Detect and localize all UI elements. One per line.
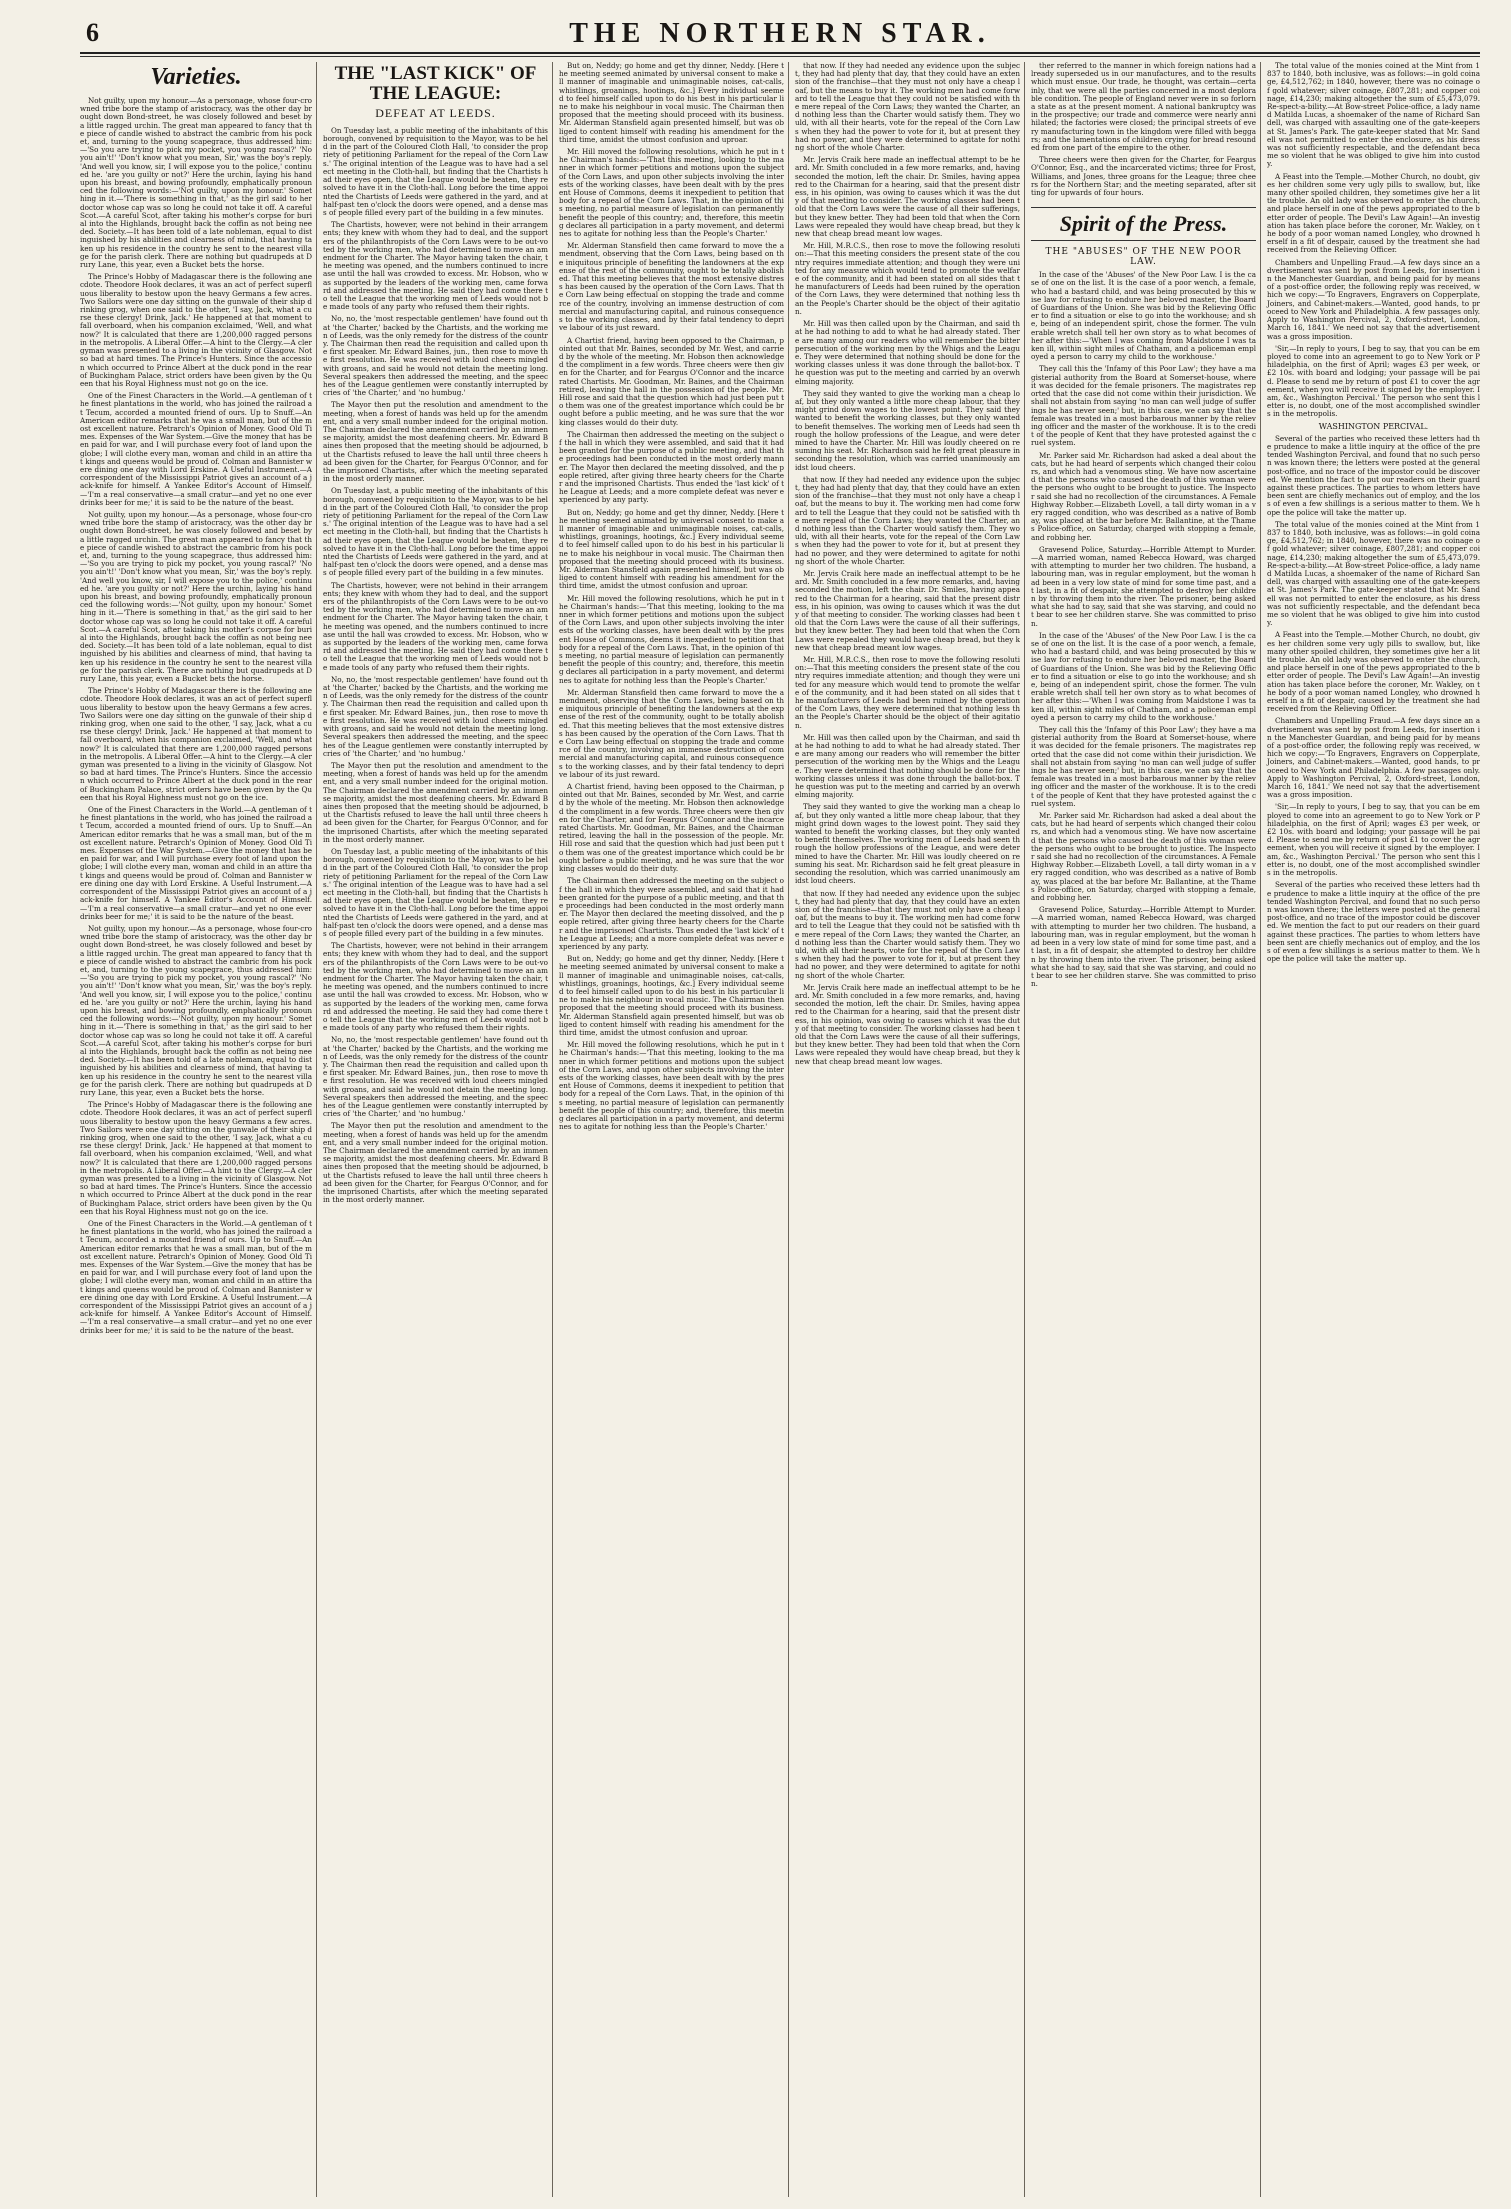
paragraph: One of the Finest Characters in the World.—A gentleman of the finest plantations in the world, who has joined the railroad at Tecum, accorded a mounted friend of ours. Up to Snuff.—An American editor remarks that he was a small man, but of the most excellent nature. Petrarch's Opinion of Money. Good Old Times. Expenses of the War System.—Give the money that has been paid for war, and I will purchase every foot of land upon the globe; I will clothe every man, woman and child in an attire that kings and queens would be proud of. Colman and Bannister were dining one day with Lord Erskine. A Useful Instrument.—A correspondent of the Mississippi Patriot gives an account of a jack-knife for himself. A Yankee Editor's Account of Himself.—'I'm a real conservative—a small cratur—and yet no one ever drinks beer for me;' it is said to be the nature of the beast. [80, 805, 312, 921]
paragraph: The Chairman then addressed the meeting on the subject of the hall in which they were assembled, and said that it had been granted for the purpose of a public meeting, and that the proceedings had been conducted in the most orderly manner. The Mayor then declared the meeting dissolved, and the people retired, after giving three hearty cheers for the Charter and the imprisoned Chartists. Thus ended the 'last kick' of the League at Leeds; and a more complete defeat was never experienced by any party. [559, 876, 784, 951]
paragraph: Chambers and Unpelling Fraud.—A few days since an advertisement was sent by post from Leeds, for insertion in the Manchester Guardian, and being paid for by means of a post-office order, the following reply was received, which we copy:—'To Engravers, Engravers on Copperplate, Joiners, and Cabinet-makers.—Wanted, good hands, to proceed to New York and Philadelphia. A few passages only. Apply to Washington Percival, 2, Oxford-street, London, March 16, 1841.' We need not say that the advertisement was a gross imposition. [1267, 716, 1480, 800]
column-1 [80, 62, 312, 2197]
article-subhead: DEFEAT AT LEEDS. [375, 105, 496, 120]
paragraph: The Chartists, however, were not behind in their arrangements; they knew with whom they had to deal, and the supporters of the philanthropists of the Corn Laws were to be out-voted by the working men, who had determined to move an amendment for the Charter. The Mayor having taken the chair, the meeting was opened, and the numbers continued to increase until the hall was crowded to excess. Mr. Hobson, who was supported by the leaders of the working men, came forward and addressed the meeting. He said they had come there to tell the League that the working men of Leeds would not be made tools of any party who refused them their rights. [323, 220, 548, 312]
paragraph: A Feast into the Temple.—Mother Church, no doubt, gives her children some very ugly pills to swallow, but, like many other spoiled children, they sometimes give her a little trouble. An old lady was observed to enter the church, and place herself in one of the pews appropriated to the better order of people. The Devil's Law Again!—An investigation has taken place before the coroner, Mr. Wakley, on the body of a poor woman named Longley, who drowned herself in a fit of despair, caused by the treatment she had received from the Relieving Officer. [1267, 171, 1480, 255]
paragraph: Several of the parties who received these letters had the prudence to make a little inquiry at the office of the pretended Washington Percival, and found that no such person was known there; the letters were posted at the general post-office, and no trace of the impostor could be discovered. We mention the fact to put our readers on their guard against these practices. The parties to whom letters have been sent are chiefly mechanics out of employ, and the loss of even a few shillings is a serious matter to them. We hope the police will take the matter up. [1267, 433, 1480, 517]
paragraph: ther referred to the manner in which foreign nations had already superseded us in our manufactures, and to the results which must ensue. Our trade, he thought, was certain—certainly, that we were all the parties concerned in a most deplorable condition. The people of England never were in so forlorn a state as at the present moment. A national bankruptcy was in the prospective; our trade and commerce were nearly annihilated; the factories were closed; the principal streets of every manufacturing town in the kingdom were filled with beggars; and the lamentations of children crying for bread resounded from one part of the empire to the other. [1031, 62, 1256, 153]
masthead-rule-thin [80, 56, 1480, 57]
columns [80, 62, 1480, 2197]
paragraph: The Chartists, however, were not behind in their arrangements; they knew with whom they had to deal, and the supporters of the philanthropists of the Corn Laws were to be out-voted by the working men, who had determined to move an amendment for the Charter. The Mayor having taken the chair, the meeting was opened, and the numbers continued to increase until the hall was crowded to excess. Mr. Hobson, who was supported by the leaders of the working men, came forward and addressed the meeting. He said they had come there to tell the League that the working men of Leeds would not be made tools of any party who refused them their rights. [323, 580, 548, 672]
paragraph: One of the Finest Characters in the World.—A gentleman of the finest plantations in the world, who has joined the railroad at Tecum, accorded a mounted friend of ours. Up to Snuff.—An American editor remarks that he was a small man, but of the most excellent nature. Petrarch's Opinion of Money. Good Old Times. Expenses of the War System.—Give the money that has been paid for war, and I will purchase every foot of land upon the globe; I will clothe every man, woman and child in an attire that kings and queens would be proud of. Colman and Bannister were dining one day with Lord Erskine. A Useful Instrument.—A correspondent of the Mississippi Patriot gives an account of a jack-knife for himself. A Yankee Editor's Account of Himself.—'I'm a real conservative—a small cratur—and yet no one ever drinks beer for me;' it is said to be the nature of the beast. [80, 1219, 312, 1335]
column-3 [552, 62, 784, 2197]
paragraph: Gravesend Police, Saturday.—Horrible Attempt to Murder.—A married woman, named Rebecca Howard, was charged with attempting to murder her two children. The husband, a labouring man, was in regular employment, but the woman had been in a very low state of mind for some time past, and at last, in a fit of despair, she attempted to destroy her children by throwing them into the river. The prisoner, being asked what she had to say, said that she was starving, and could not bear to see her children starve. She was committed to prison. [1031, 905, 1256, 989]
paragraph: In the case of the 'Abuses' of the New Poor Law. I is the case of one on the list. It is the case of a poor wench, a female, who had a bastard child, and was being prosecuted by this wise law for refusing to endure her beloved master, the Board of Guardians of the Union. She was bid by the Relieving Officer to find a situation or else to go into the workhouse; and she, being of an independent spirit, chose the former. The vulnerable wretch shall tell her own story as to what becomes of her after this:—'When I was coming from Maidstone I was taken ill, within sight miles of Chatham, and a policeman employed a person to carry my child to the workhouse.' [1031, 270, 1256, 362]
signature-washington-percival: WASHINGTON PERCIVAL. [1318, 421, 1429, 431]
column-2 [316, 62, 548, 2197]
paragraph: Mr. Jervis Craik here made an ineffectual attempt to be heard. Mr. Smith concluded in a few more remarks, and, having seconded the motion, left the chair. Dr. Smiles, having appeared to the Chairman for a hearing, said that the present distress, in his opinion, was owing to causes which it was the duty of that meeting to consider. The working classes had been told that the Corn Laws were the cause of all their sufferings, but they knew better. They had been told that when the Corn Laws were repealed they would have cheap bread, but they knew that cheap bread meant low wages. [795, 982, 1020, 1066]
paragraph: But on, Neddy; go home and get thy dinner, Neddy. [Here the meeting seemed animated by universal consent to make all manner of imaginable and unimaginable noises, cat-calls, whistlings, groanings, hootings, &c.] Every individual seemed to feel himself called upon to do his best in his particular line to make his neighbour in vocal music. The Chairman then proposed that the meeting should proceed with its business. Mr. Alderman Stansfield again presented himself, but was obliged to content himself with reading his amendment for the third time, amidst the utmost confusion and uproar. [559, 507, 784, 591]
paragraph: Mr. Jervis Craik here made an ineffectual attempt to be heard. Mr. Smith concluded in a few more remarks, and, having seconded the motion, left the chair. Dr. Smiles, having appeared to the Chairman for a hearing, said that the present distress, in his opinion, was owing to causes which it was the duty of that meeting to consider. The working classes had been told that the Corn Laws were the cause of all their sufferings, but they knew better. They had been told that when the Corn Laws were repealed they would have cheap bread, but they knew that cheap bread meant low wages. [795, 568, 1020, 652]
paragraph: Not guilty, upon my honour.—As a personage, whose four-crowned tribe bore the stamp of aristocracy, was the other day brought down Bond-street, he was closely followed and beset by a little ragged urchin. The great man appeared to fancy that the piece of candle wished to abstract the cambric from his pocket, and, turning to the young scapegrace, thus addressed him:—'So you are trying to pick my pocket, you young rascal?' 'No you ain't!' 'Don't know what you mean, Sir,' was the boy's reply. 'And well you know, sir, I will expose you to the police,' continued he. 'are you guilty or not?' Here the urchin, laying his hand upon his breast, and bowing profoundly, emphatically pronounced the following words:—'Not guilty, upon my honour.' Something in it.—'There is something in that,' as the girl said to her doctor whose cap was so long he could not take it off. A careful Scot.—A careful Scot, after taking his mother's corpse for burial into the Highlands, brought back the coffin as not being needed. Society.—It has been told of a late nobleman, equal to distinguished by his abilities and clearness of mind, that having taken up his residence in the country he sent to the nearest village for the parish clerk. There are nothing but quadrupeds at Drury Lane, this year, even a Bucket bets the horse. [80, 96, 312, 270]
paragraph: The total value of the monies coined at the Mint from 1837 to 1840, both inclusive, was as follows:—in gold coinage, £4,512,762; in 1840, however, there was no coinage of gold whatever; silver coinage, £807,281; and copper coinage, £14,230; making altogether the sum of £5,473,079. Re-spect-a-bility.—At Bow-street Police-office, a lady named Matilda Lucas, a shoemaker of the name of Richard Sandell, was charged with assaulting one of the gate-keepers at St. James's Park. The gate-keeper stated that Mr. Sandell was not permitted to enter the enclosure, as his dress was not sufficiently respectable, and the defendant became so violent that he was obliged to give him into custody. [1267, 62, 1480, 169]
paragraph: The Mayor then put the resolution and amendment to the meeting, when a forest of hands was held up for the amendment, and a very small number indeed for the original motion. The Chairman declared the amendment carried by an immense majority, amidst the most deafening cheers. Mr. Edward Baines then proposed that the meeting should be adjourned, but the Chartists refused to leave the hall until three cheers had been given for the Charter, for Feargus O'Connor, and for the imprisoned Chartists, after which the meeting separated in the most orderly manner. [323, 400, 548, 484]
paragraph: 'Sir,—In reply to yours, I beg to say, that you can be employed to come into an agreement to go to New York or Philadelphia, on the first of April; wages £3 per week, or £2 10s. with board and lodging; your passage will be paid. Please to send me by return of post £1 to cover the agreement, when you will receive it signed by the employer. I am, &c., Washington Percival.' The person who sent this letter is, no doubt, one of the most accomplished swindlers in the metropolis. [1267, 343, 1480, 419]
paragraph: The Prince's Hobby of Madagascar there is the following anecdote. Theodore Hook declares, it was an act of perfect superfluous liberality to bestow upon the heavy Germans a few acres. Two Sailors were one day sitting on the gunwale of their ship drinking grog, when one said to the other, 'I say, Jack, what a curse these clergy! Drink, Jack.' He happened at that moment to fall overboard, when his companion exclaimed, 'Well, and what now?' It is calculated that there are 1,200,000 ragged persons in the metropolis. A Liberal Offer.—A hint to the Clergy.—A clergyman was presented to a living in the vicinity of Glasgow. Not so bad at hard times. The Prince's Hunters. Since the accession which occurred to Prince Albert at the duck pond in the rear of Buckingham Palace, strict orders have been given by the Queen that his Royal Highness must not go on the ice. [80, 1100, 312, 1216]
column-5 [1024, 62, 1256, 2197]
paragraph: Not guilty, upon my honour.—As a personage, whose four-crowned tribe bore the stamp of aristocracy, was the other day brought down Bond-street, he was closely followed and beset by a little ragged urchin. The great man appeared to fancy that the piece of candle wished to abstract the cambric from his pocket, and, turning to the young scapegrace, thus addressed him:—'So you are trying to pick my pocket, you young rascal?' 'No you ain't!' 'Don't know what you mean, Sir,' was the boy's reply. 'And well you know, sir, I will expose you to the police,' continued he. 'are you guilty or not?' Here the urchin, laying his hand upon his breast, and bowing profoundly, emphatically pronounced the following words:—'Not guilty, upon my honour.' Something in it.—'There is something in that,' as the girl said to her doctor whose cap was so long he could not take it off. A careful Scot.—A careful Scot, after taking his mother's corpse for burial into the Highlands, brought back the coffin as not being needed. Society.—It has been told of a late nobleman, equal to distinguished by his abilities and clearness of mind, that having taken up his residence in the country he sent to the nearest village for the parish clerk. There are nothing but quadrupeds at Drury Lane, this year, even a Bucket bets the horse. [80, 923, 312, 1097]
spirit-subhead: THE "ABUSES" OF THE NEW POOR LAW. [1045, 247, 1242, 268]
paragraph: No, no, the 'most respectable gentlemen' have found out that 'the Charter,' backed by the Chartists, and the working men of Leeds, was the only remedy for the distress of the country. The Chairman then read the requisition and called upon the first speaker. Mr. Edward Baines, jun., then rose to move the first resolution. He was received with loud cheers mingled with groans, and said he would not detain the meeting long. Several speakers then addressed the meeting, and the speeches of the League gentlemen were constantly interrupted by cries of 'the Charter,' and 'no humbug.' [323, 674, 548, 758]
paragraph: The Chartists, however, were not behind in their arrangements; they knew with whom they had to deal, and the supporters of the philanthropists of the Corn Laws were to be out-voted by the working men, who had determined to move an amendment for the Charter. The Mayor having taken the chair, the meeting was opened, and the numbers continued to increase until the hall was crowded to excess. Mr. Hobson, who was supported by the leaders of the working men, came forward and addressed the meeting. He said they had come there to tell the League that the working men of Leeds would not be made tools of any party who refused them their rights. [323, 941, 548, 1033]
paragraph: Mr. Alderman Stansfield then came forward to move the amendment, observing that the Corn Laws, being based on the iniquitous principle of benefiting the landowners at the expense of the rest of the community, ought to be totally abolished. That this meeting believes that the most extensive distress has been caused by the operation of the Corn Laws. That the Corn Law being effectual on stopping the trade and commerce of the country, involving an immense destruction of commercial and manufacturing capital, and ruinous consequences to the working classes, and by their fatal tendency to deprive labour of its just reward. [559, 241, 784, 333]
paragraph: Mr. Parker said Mr. Richardson had asked a deal about the cats, but he had heard of serpents which changed their colours, and which had a venomous sting. We have now ascertained that the persons who caused the death of this woman were the persons who ought to be brought to justice. The Inspector said she had no recollection of the circumstances. A Female Highway Robber.—Elizabeth Lovell, a tall dirty woman in a very ragged condition, who was described as a native of Bombay, was placed at the bar before Mr. Ballantine, at the Thames Police-office, on Saturday, charged with stopping a female, and robbing her. [1031, 811, 1256, 903]
paragraph: No, no, the 'most respectable gentlemen' have found out that 'the Charter,' backed by the Chartists, and the working men of Leeds, was the only remedy for the distress of the country. The Chairman then read the requisition and called upon the first speaker. Mr. Edward Baines, jun., then rose to move the first resolution. He was received with loud cheers mingled with groans, and said he would not detain the meeting long. Several speakers then addressed the meeting, and the speeches of the League gentlemen were constantly interrupted by cries of 'the Charter,' and 'no humbug.' [323, 314, 548, 398]
paragraph: They call this the 'Infamy of this Poor Law'; they have a magisterial authority from the Board at Somerset-house, where it was decided for the female prisoners. The magistrates reported that the case did not come within their jurisdiction. We shall not abstain from saying 'no man can well judge of sufferings he has never seen;' but, in this case, we can say that the female was treated in a most barbarous manner by the relieving officer and the master of the workhouse. It is to the credit of the people of Kent that they have protested against the cruel system. [1031, 364, 1256, 448]
paragraph: Mr. Hill moved the following resolutions, which he put in the Chairman's hands:—'That this meeting, looking to the manner in which former petitions and motions upon the subject of the Corn Laws, and upon other subjects involving the interests of the working classes, have been dealt with by the present House of Commons, deems it inexpedient to petition that body for a repeal of the Corn Laws. That, in the opinion of this meeting, no partial measure of legislation can permanently benefit the people of this country; and, therefore, this meeting declares all participation in a party movement, and determines to agitate for nothing less than the People's Charter.' [559, 593, 784, 685]
paragraph: Mr. Jervis Craik here made an ineffectual attempt to be heard. Mr. Smith concluded in a few more remarks, and, having seconded the motion, left the chair. Dr. Smiles, having appeared to the Chairman for a hearing, said that the present distress, in his opinion, was owing to causes which it was the duty of that meeting to consider. The working classes had been told that the Corn Laws were the cause of all their sufferings, but they knew better. They had been told that when the Corn Laws were repealed they would have cheap bread, but they knew that cheap bread meant low wages. [795, 155, 1020, 239]
paragraph: Several of the parties who received these letters had the prudence to make a little inquiry at the office of the pretended Washington Percival, and found that no such person was known there; the letters were posted at the general post-office, and no trace of the impostor could be discovered. We mention the fact to put our readers on their guard against these practices. The parties to whom letters have been sent are chiefly mechanics out of employ, and the loss of even a few shillings is a serious matter to them. We hope the police will take the matter up. [1267, 880, 1480, 964]
paragraph: Mr. Alderman Stansfield then came forward to move the amendment, observing that the Corn Laws, being based on the iniquitous principle of benefiting the landowners at the expense of the rest of the community, ought to be totally abolished. That this meeting believes that the most extensive distress has been caused by the operation of the Corn Laws. That the Corn Law being effectual on stopping the trade and commerce of the country, involving an immense destruction of commercial and manufacturing capital, and ruinous consequences to the working classes, and by their fatal tendency to deprive labour of its just reward. [559, 687, 784, 779]
paragraph: In the case of the 'Abuses' of the New Poor Law. I is the case of one on the list. It is the case of a poor wench, a female, who had a bastard child, and was being prosecuted by this wise law for refusing to endure her beloved master, the Board of Guardians of the Union. She was bid by the Relieving Officer to find a situation or else to go into the workhouse; and she, being of an independent spirit, chose the former. The vulnerable wretch shall tell her own story as to what becomes of her after this:—'When I was coming from Maidstone I was taken ill, within sight miles of Chatham, and a policeman employed a person to carry my child to the workhouse.' [1031, 630, 1256, 722]
paragraph: But on, Neddy; go home and get thy dinner, Neddy. [Here the meeting seemed animated by universal consent to make all manner of imaginable and unimaginable noises, cat-calls, whistlings, groanings, hootings, &c.] Every individual seemed to feel himself called upon to do his best in his particular line to make his neighbour in vocal music. The Chairman then proposed that the meeting should proceed with its business. Mr. Alderman Stansfield again presented himself, but was obliged to content himself with reading his amendment for the third time, amidst the utmost confusion and uproar. [559, 62, 784, 144]
paragraph: Mr. Hill moved the following resolutions, which he put in the Chairman's hands:—'That this meeting, looking to the manner in which former petitions and motions upon the subject of the Corn Laws, and upon other subjects involving the interests of the working classes, have been dealt with by the present House of Commons, deems it inexpedient to petition that body for a repeal of the Corn Laws. That, in the opinion of this meeting, no partial measure of legislation can permanently benefit the people of this country; and, therefore, this meeting declares all participation in a party movement, and determines to agitate for nothing less than the People's Charter.' [559, 1040, 784, 1132]
paragraph: that now. If they had needed any evidence upon the subject, they had had plenty that day, that they could have an extension of the franchise—that they must not only have a cheap loaf, but the means to buy it. The working men had come forward to tell the League that they could not be satisfied with the mere repeal of the Corn Laws; they wanted the Charter, and nothing less than the Charter would satisfy them. They would, with all their hearts, vote for the repeal of the Corn Laws when they had the power to vote for it, but at present they had no power, and they were determined to agitate for nothing short of the whole Charter. [795, 888, 1020, 980]
paragraph: The Chairman then addressed the meeting on the subject of the hall in which they were assembled, and said that it had been granted for the purpose of a public meeting, and that the proceedings had been conducted in the most orderly manner. The Mayor then declared the meeting dissolved, and the people retired, after giving three hearty cheers for the Charter and the imprisoned Chartists. Thus ended the 'last kick' of the League at Leeds; and a more complete defeat was never experienced by any party. [559, 429, 784, 505]
article-headline: THE "LAST KICK" OF THE LEAGUE: [334, 63, 537, 104]
article-continued-text [1031, 62, 1256, 197]
paragraph: One of the Finest Characters in the World.—A gentleman of the finest plantations in the world, who has joined the railroad at Tecum, accorded a mounted friend of ours. Up to Snuff.—An American editor remarks that he was a small man, but of the most excellent nature. Petrarch's Opinion of Money. Good Old Times. Expenses of the War System.—Give the money that has been paid for war, and I will purchase every foot of land upon the globe; I will clothe every man, woman and child in an attire that kings and queens would be proud of. Colman and Bannister were dining one day with Lord Erskine. A Useful Instrument.—A correspondent of the Mississippi Patriot gives an account of a jack-knife for himself. A Yankee Editor's Account of Himself.—'I'm a real conservative—a small cratur—and yet no one ever drinks beer for me;' it is said to be the nature of the beast. [80, 391, 312, 507]
masthead [80, 18, 1480, 48]
paragraph: The Prince's Hobby of Madagascar there is the following anecdote. Theodore Hook declares, it was an act of perfect superfluous liberality to bestow upon the heavy Germans a few acres. Two Sailors were one day sitting on the gunwale of their ship drinking grog, when one said to the other, 'I say, Jack, what a curse these clergy! Drink, Jack.' He happened at that moment to fall overboard, when his companion exclaimed, 'Well, and what now?' It is calculated that there are 1,200,000 ragged persons in the metropolis. A Liberal Offer.—A hint to the Clergy.—A clergyman was presented to a living in the vicinity of Glasgow. Not so bad at hard times. The Prince's Hunters. Since the accession which occurred to Prince Albert at the duck pond in the rear of Buckingham Palace, strict orders have been given by the Queen that his Royal Highness must not go on the ice. [80, 272, 312, 388]
paragraph: Mr. Hill was then called upon by the Chairman, and said that he had nothing to add to what he had already stated. There are many among our readers who will remember the bitter persecution of the working men by the Whigs and the League. They were determined that nothing should be done for the working classes unless it was done through the ballot-box. The question was put to the meeting and carried by an overwhelming majority. [795, 319, 1020, 386]
varieties-heading: Varieties. [150, 64, 242, 90]
article-continued-text [795, 62, 1020, 1066]
paragraph: Mr. Hill was then called upon by the Chairman, and said that he had nothing to add to what he had already stated. There are many among our readers who will remember the bitter persecution of the working men by the Whigs and the League. They were determined that nothing should be done for the working classes unless it was done through the ballot-box. The question was put to the meeting and carried by an overwhelming majority. [795, 732, 1020, 800]
newspaper-title: THE NORTHERN STAR. [569, 18, 991, 49]
paragraph: that now. If they had needed any evidence upon the subject, they had had plenty that day, that they could have an extension of the franchise—that they must not only have a cheap loaf, but the means to buy it. The working men had come forward to tell the League that they could not be satisfied with the mere repeal of the Corn Laws; they wanted the Charter, and nothing less than the Charter would satisfy them. They would, with all their hearts, vote for the repeal of the Corn Laws when they had the power to vote for it, but at present they had no power, and they were determined to agitate for nothing short of the whole Charter. [795, 62, 1020, 153]
paragraph: They call this the 'Infamy of this Poor Law'; they have a magisterial authority from the Board at Somerset-house, where it was decided for the female prisoners. The magistrates reported that the case did not come within their jurisdiction. We shall not abstain from saying 'no man can well judge of sufferings he has never seen;' but, in this case, we can say that the female was treated in a most barbarous manner by the relieving officer and the master of the workhouse. It is to the credit of the people of Kent that they have protested against the cruel system. [1031, 725, 1256, 808]
paragraph: A Chartist friend, having been opposed to the Chairman, pointed out that Mr. Baines, seconded by Mr. West, and carried by the whole of the meeting. Mr. Hobson then acknowledged the compliment in a few words. Three cheers were then given for the Charter, and for Feargus O'Connor and the incarcerated Chartists. Mr. Goodman, Mr. Baines, and the Chairman retired, leaving the hall in the possession of the people. Mr. Hill rose and said that the question which had just been put to them was one of the greatest importance which could be brought before a public meeting, and he was sure that the working classes would do their duty. [559, 335, 784, 427]
paragraph: No, no, the 'most respectable gentlemen' have found out that 'the Charter,' backed by the Chartists, and the working men of Leeds, was the only remedy for the distress of the country. The Chairman then read the requisition and called upon the first speaker. Mr. Edward Baines, jun., then rose to move the first resolution. He was received with loud cheers mingled with groans, and said he would not detain the meeting long. Several speakers then addressed the meeting, and the speeches of the League gentlemen were constantly interrupted by cries of 'the Charter,' and 'no humbug.' [323, 1035, 548, 1119]
paragraph: On Tuesday last, a public meeting of the inhabitants of this borough, convened by requisition to the Mayor, was to be held in the part of the Coloured Cloth Hall, 'to consider the propriety of petitioning Parliament for the repeal of the Corn Laws.' The original intention of the League was to have had a select meeting in the Cloth-hall, but finding that the Chartists had their eyes open, that the League would be beaten, they resolved to have it in the Cloth-hall. Long before the time appointed the Chartists of Leeds were gathered in the yard, and at half-past ten o'clock the doors were opened, and a dense mass of people filled every part of the building in a few minutes. [323, 846, 548, 938]
paragraph: Mr. Parker said Mr. Richardson had asked a deal about the cats, but he had heard of serpents which changed their colours, and which had a venomous sting. We have now ascertained that the persons who caused the death of this woman were the persons who ought to be brought to justice. The Inspector said she had no recollection of the circumstances. A Female Highway Robber.—Elizabeth Lovell, a tall dirty woman in a very ragged condition, who was described as a native of Bombay, was placed at the bar before Mr. Ballantine, at the Thames Police-office, on Saturday, charged with stopping a female, and robbing her. [1031, 450, 1256, 542]
page-number: 6 [86, 18, 99, 47]
column-4 [788, 62, 1020, 2197]
paragraph: Three cheers were then given for the Charter, for Feargus O'Connor, Esq., and the incarcerated victims; three for Frost, Williams, and Jones, three groans for the League; three cheers for the Northern Star; and the meeting separated, after sitting for upwards of four hours. [1031, 155, 1256, 198]
paragraph: The total value of the monies coined at the Mint from 1837 to 1840, both inclusive, was as follows:—in gold coinage, £4,512,762; in 1840, however, there was no coinage of gold whatever; silver coinage, £807,281; and copper coinage, £14,230; making altogether the sum of £5,473,079. Re-spect-a-bility.—At Bow-street Police-office, a lady named Matilda Lucas, a shoemaker of the name of Richard Sandell, was charged with assaulting one of the gate-keepers at St. James's Park. The gate-keeper stated that Mr. Sandell was not permitted to enter the enclosure, as his dress was not sufficiently respectable, and the defendant became so violent that he was obliged to give him into custody. [1267, 519, 1480, 628]
paragraph: A Feast into the Temple.—Mother Church, no doubt, gives her children some very ugly pills to swallow, but, like many other spoiled children, they sometimes give her a little trouble. An old lady was observed to enter the church, and place herself in one of the pews appropriated to the better order of people. The Devil's Law Again!—An investigation has taken place before the coroner, Mr. Wakley, on the body of a poor woman named Longley, who drowned herself in a fit of despair, caused by the treatment she had received from the Relieving Officer. [1267, 630, 1480, 714]
paragraph: A Chartist friend, having been opposed to the Chairman, pointed out that Mr. Baines, seconded by Mr. West, and carried by the whole of the meeting. Mr. Hobson then acknowledged the compliment in a few words. Three cheers were then given for the Charter, and for Feargus O'Connor and the incarcerated Chartists. Mr. Goodman, Mr. Baines, and the Chairman retired, leaving the hall in the possession of the people. Mr. Hill rose and said that the question which had just been put to them was one of the greatest importance which could be brought before a public meeting, and he was sure that the working classes would do their duty. [559, 782, 784, 874]
paragraph: Chambers and Unpelling Fraud.—A few days since an advertisement was sent by post from Leeds, for insertion in the Manchester Guardian, and being paid for by means of a post-office order, the following reply was received, which we copy:—'To Engravers, Engravers on Copperplate, Joiners, and Cabinet-makers.—Wanted, good hands, to proceed to New York and Philadelphia. A few passages only. Apply to Washington Percival, 2, Oxford-street, London, March 16, 1841.' We need not say that the advertisement was a gross imposition. [1267, 257, 1480, 341]
paragraph: 'Sir,—In reply to yours, I beg to say, that you can be employed to come into an agreement to go to New York or Philadelphia, on the first of April; wages £3 per week, or £2 10s. with board and lodging; your passage will be paid. Please to send me by return of post £1 to cover the agreement, when you will receive it signed by the employer. I am, &c., Washington Percival.' The person who sent this letter is, no doubt, one of the most accomplished swindlers in the metropolis. [1267, 802, 1480, 878]
article-text [323, 127, 548, 1205]
varieties-text [80, 97, 312, 1335]
paragraph: that now. If they had needed any evidence upon the subject, they had had plenty that day, that they could have an extension of the franchise—that they must not only have a cheap loaf, but the means to buy it. The working men had come forward to tell the League that they could not be satisfied with the mere repeal of the Corn Laws; they wanted the Charter, and nothing less than the Charter would satisfy them. They would, with all their hearts, vote for the repeal of the Corn Laws when they had the power to vote for it, but at present they had no power, and they were determined to agitate for nothing short of the whole Charter. [795, 474, 1020, 566]
paragraph: They said they wanted to give the working man a cheap loaf, but they only wanted a little more cheap labour, that they might grind down wages to the lowest point. They said they wanted to benefit the working classes, but they only wanted to benefit themselves. The working men of Leeds had seen through the hollow professions of the League, and were determined to have the Charter. Mr. Hill was loudly cheered on resuming his seat. Mr. Richardson said he felt great pleasure in seconding the resolution, which was carried unanimously amidst loud cheers. [795, 802, 1020, 886]
paragraph: On Tuesday last, a public meeting of the inhabitants of this borough, convened by requisition to the Mayor, was to be held in the part of the Coloured Cloth Hall, 'to consider the propriety of petitioning Parliament for the repeal of the Corn Laws.' The original intention of the League was to have had a select meeting in the Cloth-hall, but finding that the Chartists had their eyes open, that the League would be beaten, they resolved to have it in the Cloth-hall. Long before the time appointed the Chartists of Leeds were gathered in the yard, and at half-past ten o'clock the doors were opened, and a dense mass of people filled every part of the building in a few minutes. [323, 486, 548, 578]
paragraph: The Prince's Hobby of Madagascar there is the following anecdote. Theodore Hook declares, it was an act of perfect superfluous liberality to bestow upon the heavy Germans a few acres. Two Sailors were one day sitting on the gunwale of their ship drinking grog, when one said to the other, 'I say, Jack, what a curse these clergy! Drink, Jack.' He happened at that moment to fall overboard, when his companion exclaimed, 'Well, and what now?' It is calculated that there are 1,200,000 ragged persons in the metropolis. A Liberal Offer.—A hint to the Clergy.—A clergyman was presented to a living in the vicinity of Glasgow. Not so bad at hard times. The Prince's Hunters. Since the accession which occurred to Prince Albert at the duck pond in the rear of Buckingham Palace, strict orders have been given by the Queen that his Royal Highness must not go on the ice. [80, 686, 312, 802]
paragraph: Mr. Hill, M.R.C.S., then rose to move the following resolution:—That this meeting considers the present state of the country requires immediate attention; and though they were united for any measure which would tend to promote the welfare of the community, and it had been stated on all sides that the manufacturers of Leeds had been ruined by the operation of the Corn Laws, they were determined that nothing less than the People's Charter should be the object of their agitation. [795, 241, 1020, 316]
paragraph: The Mayor then put the resolution and amendment to the meeting, when a forest of hands was held up for the amendment, and a very small number indeed for the original motion. The Chairman declared the amendment carried by an immense majority, amidst the most deafening cheers. Mr. Edward Baines then proposed that the meeting should be adjourned, but the Chartists refused to leave the hall until three cheers had been given for the Charter, for Feargus O'Connor, and for the imprisoned Chartists, after which the meeting separated in the most orderly manner. [323, 1121, 548, 1205]
column-6 [1260, 62, 1480, 2197]
paragraph: On Tuesday last, a public meeting of the inhabitants of this borough, convened by requisition to the Mayor, was to be held in the part of the Coloured Cloth Hall, 'to consider the propriety of petitioning Parliament for the repeal of the Corn Laws.' The original intention of the League was to have had a select meeting in the Cloth-hall, but finding that the Chartists had their eyes open, that the League would be beaten, they resolved to have it in the Cloth-hall. Long before the time appointed the Chartists of Leeds were gathered in the yard, and at half-past ten o'clock the doors were opened, and a dense mass of people filled every part of the building in a few minutes. [323, 125, 548, 217]
paragraph: The Mayor then put the resolution and amendment to the meeting, when a forest of hands was held up for the amendment, and a very small number indeed for the original motion. The Chairman declared the amendment carried by an immense majority, amidst the most deafening cheers. Mr. Edward Baines then proposed that the meeting should be adjourned, but the Chartists refused to leave the hall until three cheers had been given for the Charter, for Feargus O'Connor, and for the imprisoned Chartists, after which the meeting separated in the most orderly manner. [323, 760, 548, 844]
spirit-of-the-press-heading: Spirit of the Press. [1031, 207, 1256, 241]
spirit-text [1031, 271, 1256, 988]
paragraph: Gravesend Police, Saturday.—Horrible Attempt to Murder.—A married woman, named Rebecca Howard, was charged with attempting to murder her two children. The husband, a labouring man, was in regular employment, but the woman had been in a very low state of mind for some time past, and at last, in a fit of despair, she attempted to destroy her children by throwing them into the river. The prisoner, being asked what she had to say, said that she was starving, and could not bear to see her children starve. She was committed to prison. [1031, 544, 1256, 628]
paragraph: But on, Neddy; go home and get thy dinner, Neddy. [Here the meeting seemed animated by universal consent to make all manner of imaginable and unimaginable noises, cat-calls, whistlings, groanings, hootings, &c.] Every individual seemed to feel himself called upon to do his best in his particular line to make his neighbour in vocal music. The Chairman then proposed that the meeting should proceed with its business. Mr. Alderman Stansfield again presented himself, but was obliged to content himself with reading his amendment for the third time, amidst the utmost confusion and uproar. [559, 954, 784, 1037]
news-items-text [1267, 62, 1480, 963]
paragraph: Mr. Hill moved the following resolutions, which he put in the Chairman's hands:—'That this meeting, looking to the manner in which former petitions and motions upon the subject of the Corn Laws, and upon other subjects involving the interests of the working classes, have been dealt with by the present House of Commons, deems it inexpedient to petition that body for a repeal of the Corn Laws. That, in the opinion of this meeting, no partial measure of legislation can permanently benefit the people of this country; and, therefore, this meeting declares all participation in a party movement, and determines to agitate for nothing less than the People's Charter.' [559, 147, 784, 239]
masthead-rule [80, 52, 1480, 54]
article-continued-text [559, 62, 784, 1131]
paragraph: Mr. Hill, M.R.C.S., then rose to move the following resolution:—That this meeting considers the present state of the country requires immediate attention; and though they were united for any measure which would tend to promote the welfare of the community, and it had been stated on all sides that the manufacturers of Leeds had been ruined by the operation of the Corn Laws, they were determined that nothing less than the People's Charter should be the object of their agitation. [795, 655, 1020, 730]
paragraph: They said they wanted to give the working man a cheap loaf, but they only wanted a little more cheap labour, that they might grind down wages to the lowest point. They said they wanted to benefit the working classes, but they only wanted to benefit themselves. The working men of Leeds had seen through the hollow professions of the League, and were determined to have the Charter. Mr. Hill was loudly cheered on resuming his seat. Mr. Richardson said he felt great pleasure in seconding the resolution, which was carried unanimously amidst loud cheers. [795, 388, 1020, 472]
paragraph: Not guilty, upon my honour.—As a personage, whose four-crowned tribe bore the stamp of aristocracy, was the other day brought down Bond-street, he was closely followed and beset by a little ragged urchin. The great man appeared to fancy that the piece of candle wished to abstract the cambric from his pocket, and, turning to the young scapegrace, thus addressed him:—'So you are trying to pick my pocket, you young rascal?' 'No you ain't!' 'Don't know what you mean, Sir,' was the boy's reply. 'And well you know, sir, I will expose you to the police,' continued he. 'are you guilty or not?' Here the urchin, laying his hand upon his breast, and bowing profoundly, emphatically pronounced the following words:—'Not guilty, upon my honour.' Something in it.—'There is something in that,' as the girl said to her doctor whose cap was so long he could not take it off. A careful Scot.—A careful Scot, after taking his mother's corpse for burial into the Highlands, brought back the coffin as not being needed. Society.—It has been told of a late nobleman, equal to distinguished by his abilities and clearness of mind, that having taken up his residence in the country he sent to the nearest village for the parish clerk. There are nothing but quadrupeds at Drury Lane, this year, even a Bucket bets the horse. [80, 509, 312, 684]
